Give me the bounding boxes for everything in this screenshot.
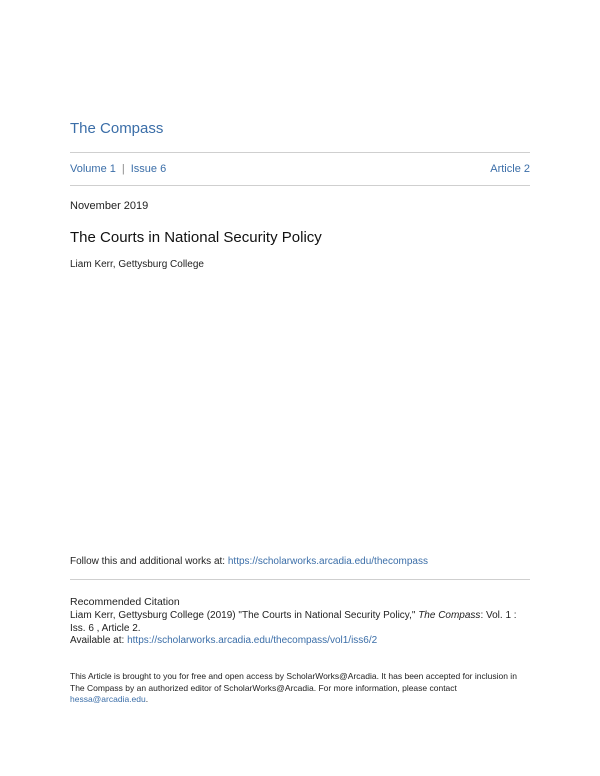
article-title: The Courts in National Security Policy: [70, 229, 322, 246]
recommended-citation-heading: Recommended Citation: [70, 596, 180, 608]
nav-separator: |: [121, 163, 125, 175]
follow-text: Follow this and additional works at:: [70, 556, 228, 567]
follow-line: [70, 556, 428, 567]
author-line: Liam Kerr, Gettysburg College: [70, 259, 204, 270]
journal-title-link[interactable]: The Compass: [70, 120, 164, 137]
contact-email-link[interactable]: hessa@arcadia.edu: [70, 694, 146, 704]
citation-journal: The Compass: [418, 610, 481, 621]
citation-text-before: Liam Kerr, Gettysburg College (2019) "The Courts in National Security Policy,": [70, 610, 419, 621]
available-at-line: [70, 635, 377, 646]
article-number-link[interactable]: Article 2: [490, 163, 530, 175]
notice-end: .: [145, 694, 149, 704]
notice-text: This Article is brought to you for free and open access by ScholarWorks@Arcadia. It has been accepted for inclusion in The Compass by an authorized editor of ScholarWorks@Arcadia. For more information, please contact: [70, 671, 517, 693]
top-divider: [70, 152, 530, 153]
volume-issue-nav: [70, 163, 166, 175]
nav-divider: [70, 185, 530, 186]
citation-divider: [70, 579, 530, 580]
issue-link[interactable]: Issue 6: [130, 163, 167, 175]
follow-link[interactable]: https://scholarworks.arcadia.edu/thecompass: [227, 556, 428, 567]
volume-link[interactable]: Volume 1: [70, 163, 116, 175]
citation-text-after: : Vol. 1 : Iss. 6 , Article 2.: [70, 610, 517, 634]
publication-date: November 2019: [70, 200, 149, 212]
access-notice: [70, 671, 530, 706]
available-link[interactable]: https://scholarworks.arcadia.edu/thecompass/vol1/iss6/2: [127, 635, 378, 646]
available-label: Available at:: [70, 635, 128, 646]
citation-text: [70, 609, 530, 635]
